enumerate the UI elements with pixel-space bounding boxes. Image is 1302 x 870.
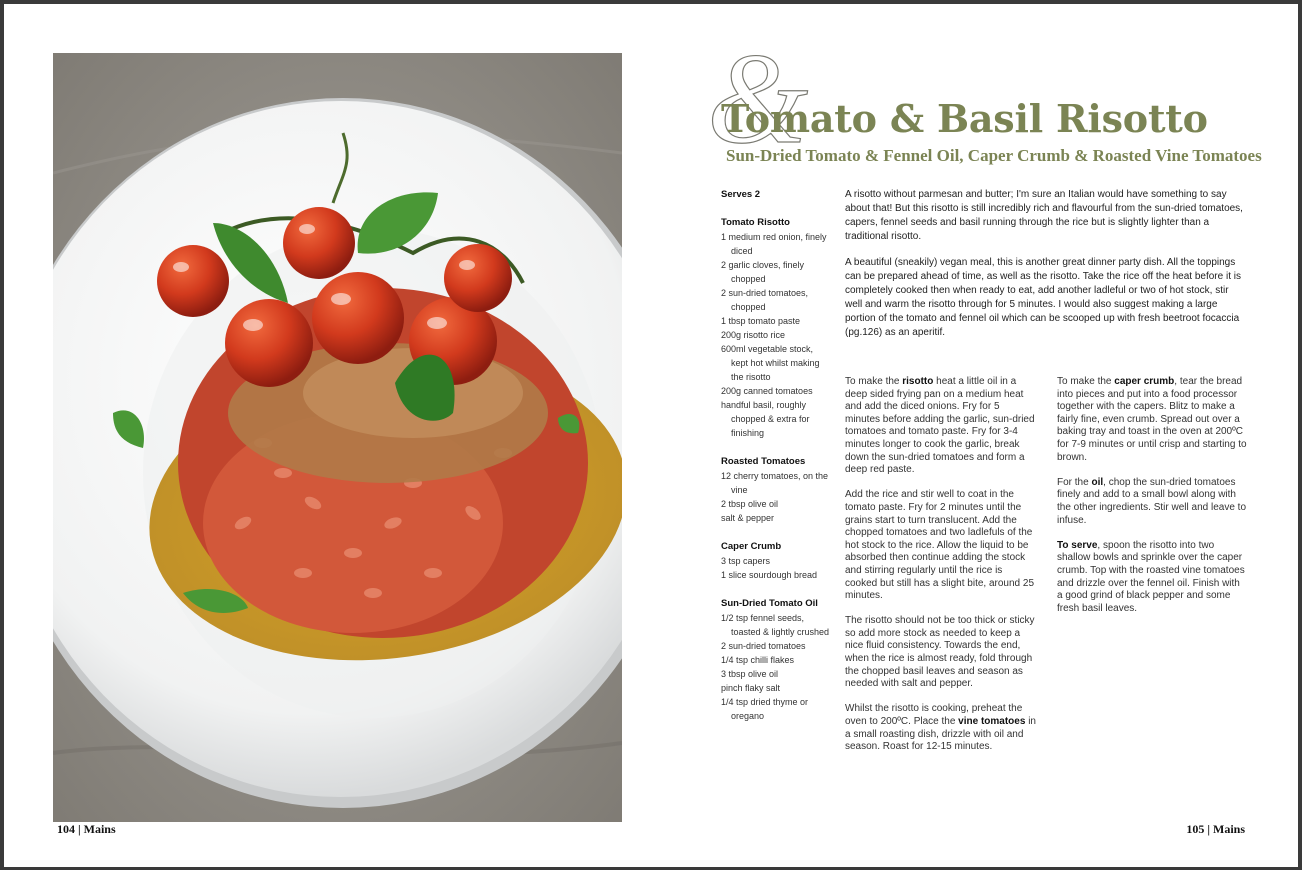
cherry-tomato (225, 299, 313, 387)
page-number-right: 105 | Mains (1186, 822, 1245, 836)
ingredient-item: 3 tbsp olive oil (721, 669, 779, 679)
method-text: in a small roasting dish, drizzle with oil and season. Roast for 12-15 minutes. (845, 716, 1036, 753)
method-keyword: caper crumb (1114, 376, 1175, 387)
method-step-oil (1057, 477, 1248, 527)
method-step-caper-crumb (1057, 376, 1248, 464)
ingredient-list (721, 230, 831, 440)
method-text: To make the (845, 376, 903, 387)
page-number-left: 104 | Mains (57, 822, 116, 836)
ingredient-heading: Sun-Dried Tomato Oil (721, 598, 818, 609)
method-column-1 (845, 376, 1036, 766)
ingredient-item: 2 sun-dried tomatoes (721, 641, 806, 651)
ingredient-item: 2 tbsp olive oil (721, 499, 779, 509)
ingredient-section-sun-dried-tomato-oil (721, 597, 831, 723)
ingredient-item: 1/4 tsp dried thyme or oregano (721, 697, 809, 721)
ingredient-item: 2 garlic cloves, finely chopped (721, 260, 805, 284)
method-text: , chop the sun-dried tomatoes finely and add to a small bowl along with the other ingredients. Stir well and leave to infuse. (1057, 476, 1246, 526)
recipe-title: Tomato & Basil Risotto (721, 96, 1208, 141)
method-text: To make the (1057, 376, 1115, 387)
method-step-vine-tomatoes (845, 703, 1036, 753)
ingredient-section-caper-crumb (721, 540, 831, 582)
serves-label: Serves 2 (721, 189, 761, 200)
ingredient-item: 600ml vegetable stock, kept hot whilst making the risotto (721, 344, 820, 382)
ingredient-item: 1 slice sourdough bread (721, 570, 818, 580)
ingredient-item: handful basil, roughly chopped & extra for finishing (721, 400, 810, 438)
ingredient-item: 1/4 tsp chilli flakes (721, 655, 795, 665)
ingredient-item: 12 cherry tomatoes, on the vine (721, 471, 829, 495)
method-step-risotto (845, 376, 1036, 477)
ampersand-decoration: & (707, 27, 809, 171)
ingredients-column (721, 188, 831, 738)
ingredient-item: 3 tsp capers (721, 556, 771, 566)
cherry-tomato (312, 272, 404, 364)
ingredient-heading: Tomato Risotto (721, 217, 790, 228)
ingredient-item: 1/2 tsp fennel seeds, toasted & lightly crushed (721, 613, 830, 637)
method-step-rice: Add the rice and stir well to coat in the tomato paste. Fry for 2 minutes until the grains start to turn translucent. Add the chopped tomatoes and two ladlefuls of the hot stock to the rice. Allow the liquid to be absorbed then continue adding the stock and stirring regularly until the rice is cooked but still has a slight bite, around 25 minutes. (845, 489, 1035, 602)
method-step-consistency: The risotto should not be too thick or sticky so add more stock as needed to keep a nice fluid consistency. Towards the end, when the rice is almost ready, fold through the chopped basil leaves and season as needed with salt and pepper. (845, 615, 1035, 690)
ingredient-list (721, 469, 831, 525)
ingredient-item: salt & pepper (721, 513, 775, 523)
method-step-serve (1057, 540, 1248, 616)
intro-paragraph: A beautiful (sneakily) vegan meal, this is another great dinner party dish. All the toppings can be prepared ahead of time, as well as the risotto. Take the rice off the heat before it is completely cooked then when ready to eat, add another ladleful or two of hot stock, stir well and warm the risotto through for 5 minutes. I would also suggest making a large portion of the tomato and fennel oil which can be scooped up with fresh beetroot focaccia (pg.126) as an aperitif. (845, 257, 1241, 338)
ingredient-item: 1 medium red onion, finely diced (721, 232, 827, 256)
intro-paragraph: A risotto without parmesan and butter; I'm sure an Italian would have something to say about that! But this risotto is still incredibly rich and flavourful from the sun-dried tomatoes, capers, fennel seeds and basil running through the rice but is slightly lighter than a traditional risotto. (845, 189, 1243, 242)
ingredient-list (721, 554, 831, 582)
ingredient-item: 200g risotto rice (721, 330, 786, 340)
method-text: For the (1057, 476, 1092, 488)
method-keyword: To serve (1057, 539, 1098, 551)
method-text: , tear the bread into pieces and put into a food processor together with the capers. Blitz to make a fairly fine, even crumb. Spread out over a baking tray and toast in the oven at 200ºC for 7-9 minutes or until crisp and starting to brown. (1057, 376, 1247, 463)
method-text: , spoon the risotto into two shallow bowls and sprinkle over the caper crumb. Top with the roasted vine tomatoes and drizzle over the fennel oil. Finish with a good grind of black pepper and some fresh basil leaves. (1057, 539, 1245, 614)
ingredient-item: 200g canned tomatoes (721, 386, 813, 396)
ingredient-heading: Roasted Tomatoes (721, 456, 806, 467)
cherry-tomato (283, 207, 355, 279)
method-text: Whilst the risotto is cooking, preheat the oven to 200ºC. Place the (845, 703, 1023, 728)
method-column-2 (1057, 376, 1248, 628)
method-text: heat a little oil in a deep sided frying pan on a medium heat and add the diced onions. Fry for 5 minutes before adding the garlic, sun-dried tomatoes and tomato paste. Fry for 3-4 minutes longer to cook the garlic, break down the sun-dried tomatoes and form a deep red paste. (845, 376, 1035, 476)
ingredient-item: 1 tbsp tomato paste (721, 316, 801, 326)
method-keyword: vine tomatoes (958, 716, 1026, 728)
ingredient-item: pinch flaky salt (721, 683, 781, 693)
ingredient-heading: Caper Crumb (721, 541, 782, 552)
method-keyword: risotto (902, 376, 934, 387)
ingredient-item: 2 sun-dried tomatoes, chopped (721, 288, 809, 312)
cherry-tomato (157, 245, 229, 317)
method-keyword: oil (1091, 476, 1104, 488)
intro-text (845, 188, 1245, 352)
ingredient-list (721, 611, 831, 723)
cherry-tomato (444, 244, 512, 312)
ingredient-section-roasted-tomatoes (721, 455, 831, 525)
ingredient-section-tomato-risotto (721, 216, 831, 440)
recipe-subtitle: Sun-Dried Tomato & Fennel Oil, Caper Crumb & Roasted Vine Tomatoes (726, 146, 1262, 165)
risotto-photo (53, 53, 622, 822)
